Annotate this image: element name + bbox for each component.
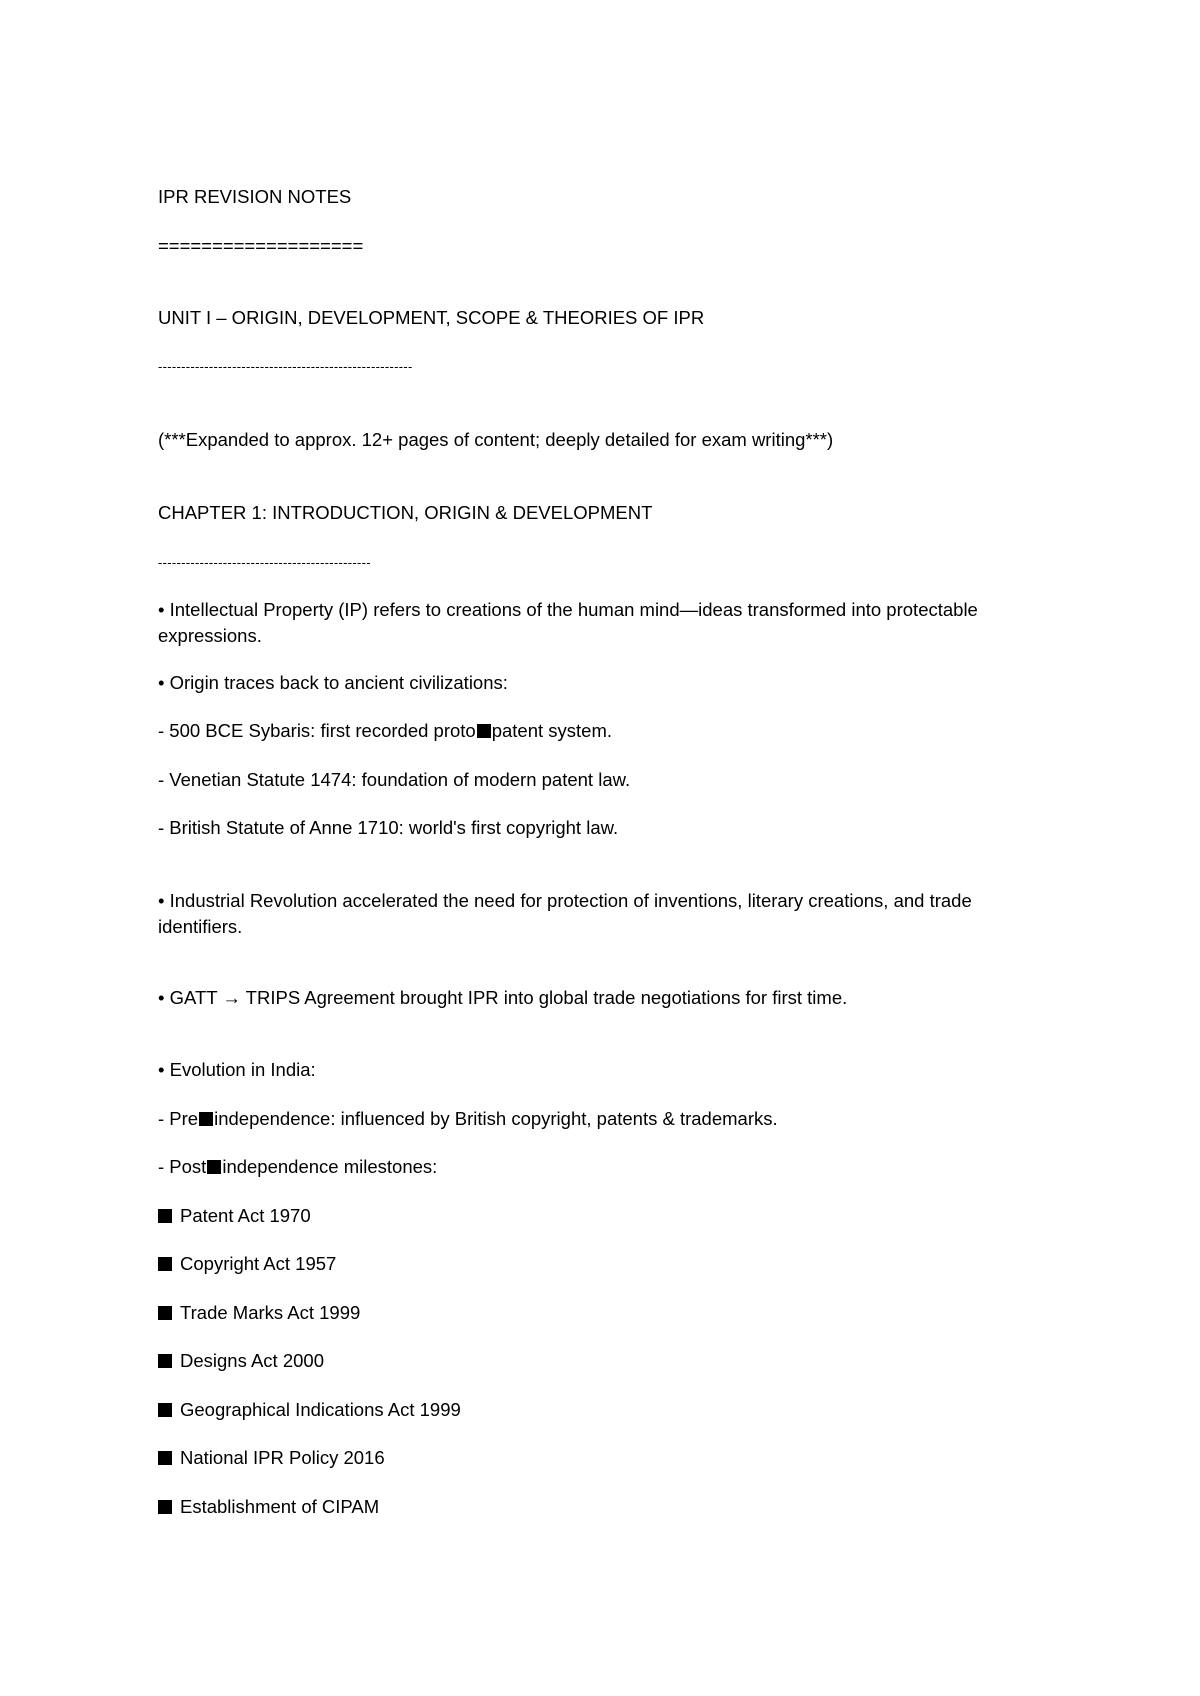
square-bullet-icon xyxy=(158,1403,172,1417)
industrial-paragraph: • Industrial Revolution accelerated the need for protection of inventions, literary creations, and trade identifiers. xyxy=(158,890,972,937)
milestone-label: Establishment of CIPAM xyxy=(180,1496,380,1517)
sybaris-text-start: - 500 BCE Sybaris: first recorded proto xyxy=(158,720,476,741)
anne-item: - British Statute of Anne 1710: world's first copyright law. xyxy=(158,817,619,838)
title-rule: =================== xyxy=(158,235,364,256)
square-bullet-icon xyxy=(158,1451,172,1465)
chapter-rule: ---------------------------------------------- xyxy=(158,555,371,570)
origin-bullet: • Origin traces back to ancient civilizations: xyxy=(158,672,508,693)
square-glyph xyxy=(207,1160,221,1174)
milestone-item xyxy=(158,1300,360,1326)
post-text-start: - Post xyxy=(158,1156,207,1177)
milestone-item xyxy=(158,1348,324,1374)
evolution-bullet: • Evolution in India: xyxy=(158,1059,316,1080)
square-bullet-icon xyxy=(158,1306,172,1320)
milestone-label: Patent Act 1970 xyxy=(180,1205,311,1226)
milestone-label: Designs Act 2000 xyxy=(180,1350,324,1371)
unit-rule: ------------------------------------------------------- xyxy=(158,359,413,374)
milestone-item xyxy=(158,1397,461,1423)
milestone-item xyxy=(158,1494,379,1520)
milestone-label: Geographical Indications Act 1999 xyxy=(180,1399,461,1420)
pre-text-end: independence: influenced by British copyright, patents & trademarks. xyxy=(214,1108,778,1129)
milestone-label: Trade Marks Act 1999 xyxy=(180,1302,361,1323)
sybaris-item xyxy=(158,718,612,744)
square-bullet-icon xyxy=(158,1354,172,1368)
square-glyph xyxy=(199,1112,213,1126)
post-independence-item xyxy=(158,1154,437,1180)
square-bullet-icon xyxy=(158,1257,172,1271)
pre-independence-item xyxy=(158,1106,778,1132)
square-bullet-icon xyxy=(158,1500,172,1514)
square-glyph xyxy=(477,724,491,738)
post-text-end: independence milestones: xyxy=(222,1156,438,1177)
sybaris-text-end: patent system. xyxy=(491,720,613,741)
unit-heading: UNIT I – ORIGIN, DEVELOPMENT, SCOPE & THEORIES OF IPR xyxy=(158,307,705,328)
milestone-item xyxy=(158,1251,336,1277)
milestone-item xyxy=(158,1203,311,1229)
intro-paragraph: • Intellectual Property (IP) refers to creations of the human mind—ideas transformed into protectable expressions. xyxy=(158,599,978,646)
milestone-item xyxy=(158,1445,385,1471)
chapter-heading: CHAPTER 1: INTRODUCTION, ORIGIN & DEVELOPMENT xyxy=(158,502,653,523)
milestone-label: Copyright Act 1957 xyxy=(180,1253,337,1274)
square-bullet-icon xyxy=(158,1209,172,1223)
venetian-item: - Venetian Statute 1474: foundation of modern patent law. xyxy=(158,769,631,790)
document-title: IPR REVISION NOTES xyxy=(158,186,352,207)
pre-text-start: - Pre xyxy=(158,1108,199,1129)
gatt-paragraph: • GATT → TRIPS Agreement brought IPR into global trade negotiations for first time. xyxy=(158,987,848,1008)
expansion-note: (***Expanded to approx. 12+ pages of content; deeply detailed for exam writing***) xyxy=(158,429,834,450)
milestone-label: National IPR Policy 2016 xyxy=(180,1447,385,1468)
